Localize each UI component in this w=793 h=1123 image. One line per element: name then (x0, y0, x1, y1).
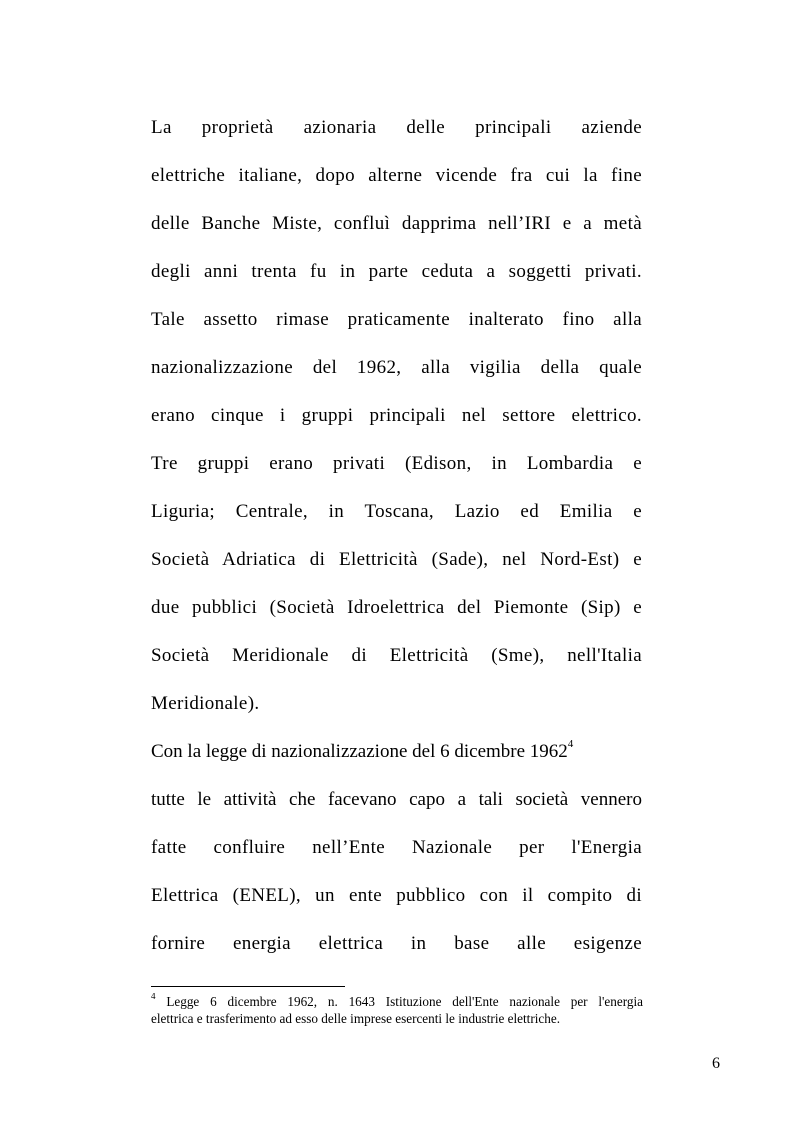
body-line: nazionalizzazione del 1962, alla vigilia della quale (151, 357, 642, 378)
body-line: Elettrica (ENEL), un ente pubblico con il compito di (151, 885, 642, 906)
body-line: Tale assetto rimase praticamente inalterato fino alla (151, 309, 642, 330)
footnote-text-line2: elettrica e trasferimento ad esso delle imprese esercenti le industrie elettriche. (151, 1011, 560, 1026)
body-line: delle Banche Miste, confluì dapprima nell’IRI e a metà (151, 213, 642, 234)
body-line: erano cinque i gruppi principali nel settore elettrico. (151, 405, 642, 426)
body-line: fatte confluire nell’Ente Nazionale per l'Energia (151, 837, 642, 858)
body-text (151, 109, 642, 973)
footnote (151, 993, 643, 1027)
body-line: Tre gruppi erano privati (Edison, in Lombardia e (151, 453, 642, 474)
body-line-text: Con la legge di nazionalizzazione del 6 dicembre 1962 (151, 741, 568, 762)
body-line-with-footnote-ref (151, 733, 642, 781)
footnote-line (151, 993, 643, 1010)
footnote-reference[interactable]: 4 (567, 737, 574, 750)
footnote-number: 4 (151, 993, 156, 1001)
body-line: Società Meridionale di Elettricità (Sme), nell'Italia (151, 645, 642, 666)
body-line: Liguria; Centrale, in Toscana, Lazio ed Emilia e (151, 501, 642, 522)
body-line: La proprietà azionaria delle principali aziende (151, 117, 642, 138)
body-line: due pubblici (Società Idroelettrica del Piemonte (Sip) e (151, 597, 642, 618)
footnote-text-line1: Legge 6 dicembre 1962, n. 1643 Istituzione dell'Ente nazionale per l'energia (166, 994, 643, 1009)
body-line: degli anni trenta fu in parte ceduta a soggetti privati. (151, 261, 642, 282)
body-line: fornire energia elettrica in base alle esigenze (151, 933, 642, 954)
footnote-separator (151, 986, 345, 987)
body-line: Meridionale). (151, 693, 260, 714)
body-line: Società Adriatica di Elettricità (Sade), nel Nord-Est) e (151, 549, 642, 570)
body-line: tutte le attività che facevano capo a tali società vennero (151, 789, 642, 810)
body-line: elettriche italiane, dopo alterne vicende fra cui la fine (151, 165, 642, 186)
page-number: 6 (712, 1055, 720, 1072)
